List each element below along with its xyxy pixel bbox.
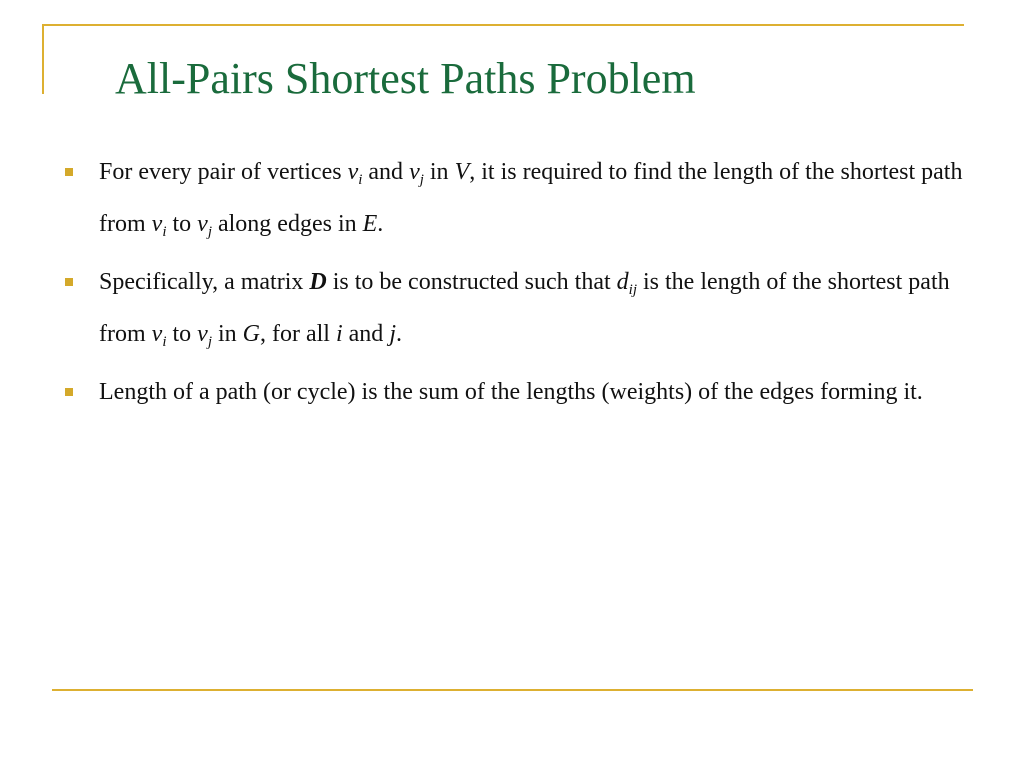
- square-bullet-icon: [65, 278, 73, 286]
- left-rule: [42, 24, 44, 94]
- bottom-rule: [52, 689, 973, 691]
- bullet-item: [64, 256, 964, 360]
- bullet-text: Length of a path (or cycle) is the sum of the lengths (weights) of the edges forming it.: [99, 379, 923, 405]
- bullet-text: Specifically, a matrix D is to be constructed such that $d_{ij}$ is the length of the shortest path from $v_i$ to $v_j$ in G, for all i and j.: [99, 269, 950, 350]
- slide-title: All-Pairs Shortest Paths Problem: [115, 54, 696, 103]
- bullet-list: [64, 146, 964, 424]
- top-rule: [42, 24, 964, 26]
- bullet-item: [64, 366, 964, 418]
- bullet-item: [64, 146, 964, 250]
- bullet-text: For every pair of vertices $v_i$ and $v_j$ in V, it is required to find the length of the shortest path from $v_i$ to $v_j$ along edges in E.: [99, 159, 963, 240]
- square-bullet-icon: [65, 168, 73, 176]
- square-bullet-icon: [65, 388, 73, 396]
